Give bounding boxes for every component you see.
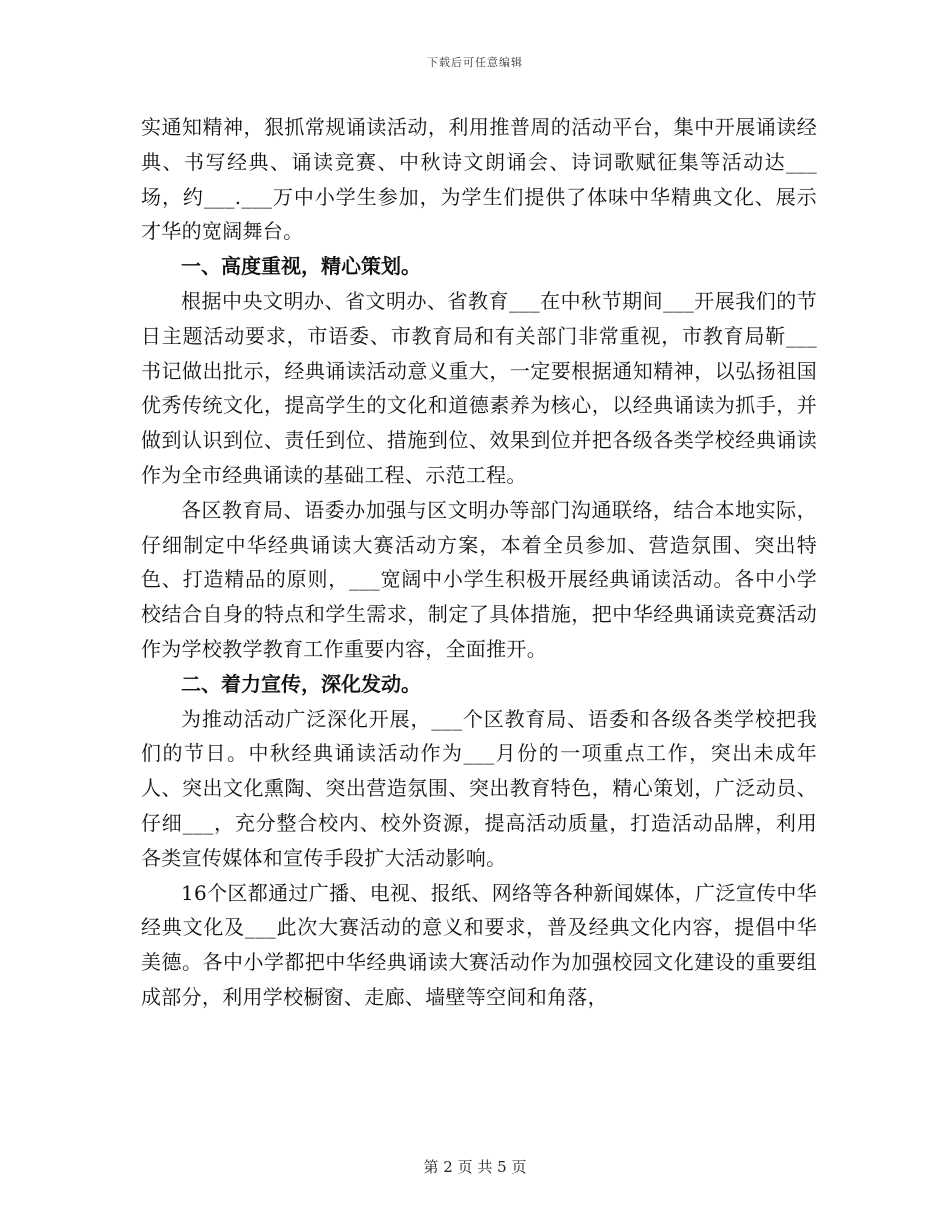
paragraph-3: 各区教育局、语委办加强与区文明办等部门沟通联络，结合本地实际，仔细制定中华经典诵读大赛活动方案，本着全员参加、营造氛围、突出特色、打造精品的原则，___宽阔中小学生积极开展经典诵读活动。各中小学校结合自身的特点和学生需求，制定了具体措施，把中华经典诵读竞赛活动作为学校教学教育工作重要内容，全面推开。 (141, 497, 817, 661)
paragraph-2: 根据中央文明办、省文明办、省教育___在中秋节期间___开展我们的节日主题活动要求，市语委、市教育局和有关部门非常重视，市教育局靳___书记做出批示，经典诵读活动意义重大，一定要根据通知精神，以弘扬祖国优秀传统文化，提高学生的文化和道德素养为核心，以经典诵读为抓手，并做到认识到位、责任到位、措施到位、效果到位并把各级各类学校经典诵读作为全市经典诵读的基础工程、示范工程。 (141, 288, 817, 487)
paragraph-5: 16个区都通过广播、电视、报纸、网络等各种新闻媒体，广泛宣传中华经典文化及___此次大赛活动的意义和要求，普及经典文化内容，提倡中华美德。各中小学都把中华经典诵读大赛活动作为加强校园文化建设的重要组成部分，利用学校橱窗、走廊、墙壁等空间和角落， (141, 880, 817, 1009)
section-heading-2: 二、着力宣传，深化发动。 (181, 671, 421, 696)
page-header: 下载后可任意编辑 (427, 56, 523, 69)
paragraph-1: 实通知精神，狠抓常规诵读活动，利用推普周的活动平台，集中开展诵读经典、书写经典、诵读竞赛、中秋诗文朗诵会、诗词歌赋征集等活动达___场，约___.___万中小学生参加，为学生们提供了体味中华精典文化、展示才华的宽阔舞台。 (141, 115, 817, 244)
section-heading-1: 一、高度重视，精心策划。 (181, 254, 421, 279)
page-footer: 第 2 页 共 5 页 (423, 1158, 527, 1176)
paragraph-4: 为推动活动广泛深化开展，___个区教育局、语委和各级各类学校把我们的节日。中秋经典诵读活动作为___月份的一项重点工作，突出未成年人、突出文化熏陶、突出营造氛围、突出教育特色，精心策划，广泛动员、仔细___，充分整合校内、校外资源，提高活动质量，打造活动品牌，利用各类宣传媒体和宣传手段扩大活动影响。 (141, 706, 817, 870)
document-body (141, 110, 817, 1015)
